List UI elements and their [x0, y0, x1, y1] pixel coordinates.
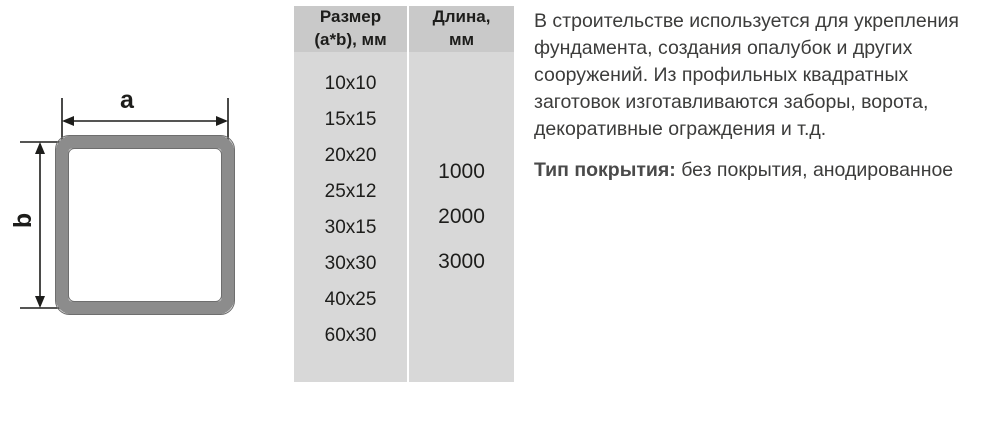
- dimension-label-b: b: [9, 212, 38, 229]
- column-header-sizes: [294, 6, 407, 52]
- arrow-b-bottom: [35, 296, 45, 308]
- column-header-sizes-line2: (a*b), мм: [314, 29, 387, 49]
- sizes-list: [294, 52, 407, 354]
- list-item: 30x30: [324, 252, 377, 274]
- column-header-length-line1: Длина,: [432, 7, 491, 26]
- coating-value: без покрытия, анодированное: [681, 158, 954, 181]
- list-item: 25x12: [324, 180, 377, 202]
- profile-drawing: [0, 0, 280, 426]
- arrow-a-right: [216, 116, 228, 126]
- list-item: 1000: [438, 160, 485, 184]
- lengths-cell: [409, 52, 514, 382]
- list-item: 3000: [438, 250, 485, 274]
- list-item: 2000: [438, 205, 485, 229]
- coating-row: [534, 157, 972, 184]
- sizes-cell: [294, 52, 407, 382]
- list-item: 60x30: [324, 324, 377, 346]
- description-panel: [534, 8, 972, 183]
- dimension-label-a: a: [120, 86, 134, 114]
- list-item: 15x15: [324, 108, 377, 130]
- table-header-row: [294, 6, 514, 52]
- column-header-length-line2: мм: [448, 29, 475, 49]
- table-header: [294, 6, 514, 52]
- list-item: 40x25: [324, 288, 377, 310]
- profile-inner-outline: [69, 149, 222, 302]
- specification-table: [292, 6, 516, 382]
- list-item: 10x10: [324, 72, 377, 94]
- arrow-a-left: [62, 116, 74, 126]
- coating-label: Тип покрытия:: [534, 158, 676, 181]
- column-header-length: [409, 6, 514, 52]
- description-paragraph: В строительстве используется для укрепления фундамента, создания опалубок и других сооружений. Из профильных квадратных заготовок изготавливаются заборы, ворота, декоративные ограждения и т.д.: [534, 10, 959, 140]
- table-row: [294, 52, 514, 382]
- arrow-b-top: [35, 142, 45, 154]
- lengths-list: [409, 149, 514, 284]
- profile-outer-outline: [56, 136, 235, 315]
- table-body: [294, 52, 514, 382]
- profile-drawing-svg: [0, 0, 280, 426]
- square-tube-profile: [62, 142, 228, 308]
- list-item: 20x20: [324, 144, 377, 166]
- column-header-sizes-line1: Размер: [319, 7, 382, 26]
- list-item: 30x15: [324, 216, 377, 238]
